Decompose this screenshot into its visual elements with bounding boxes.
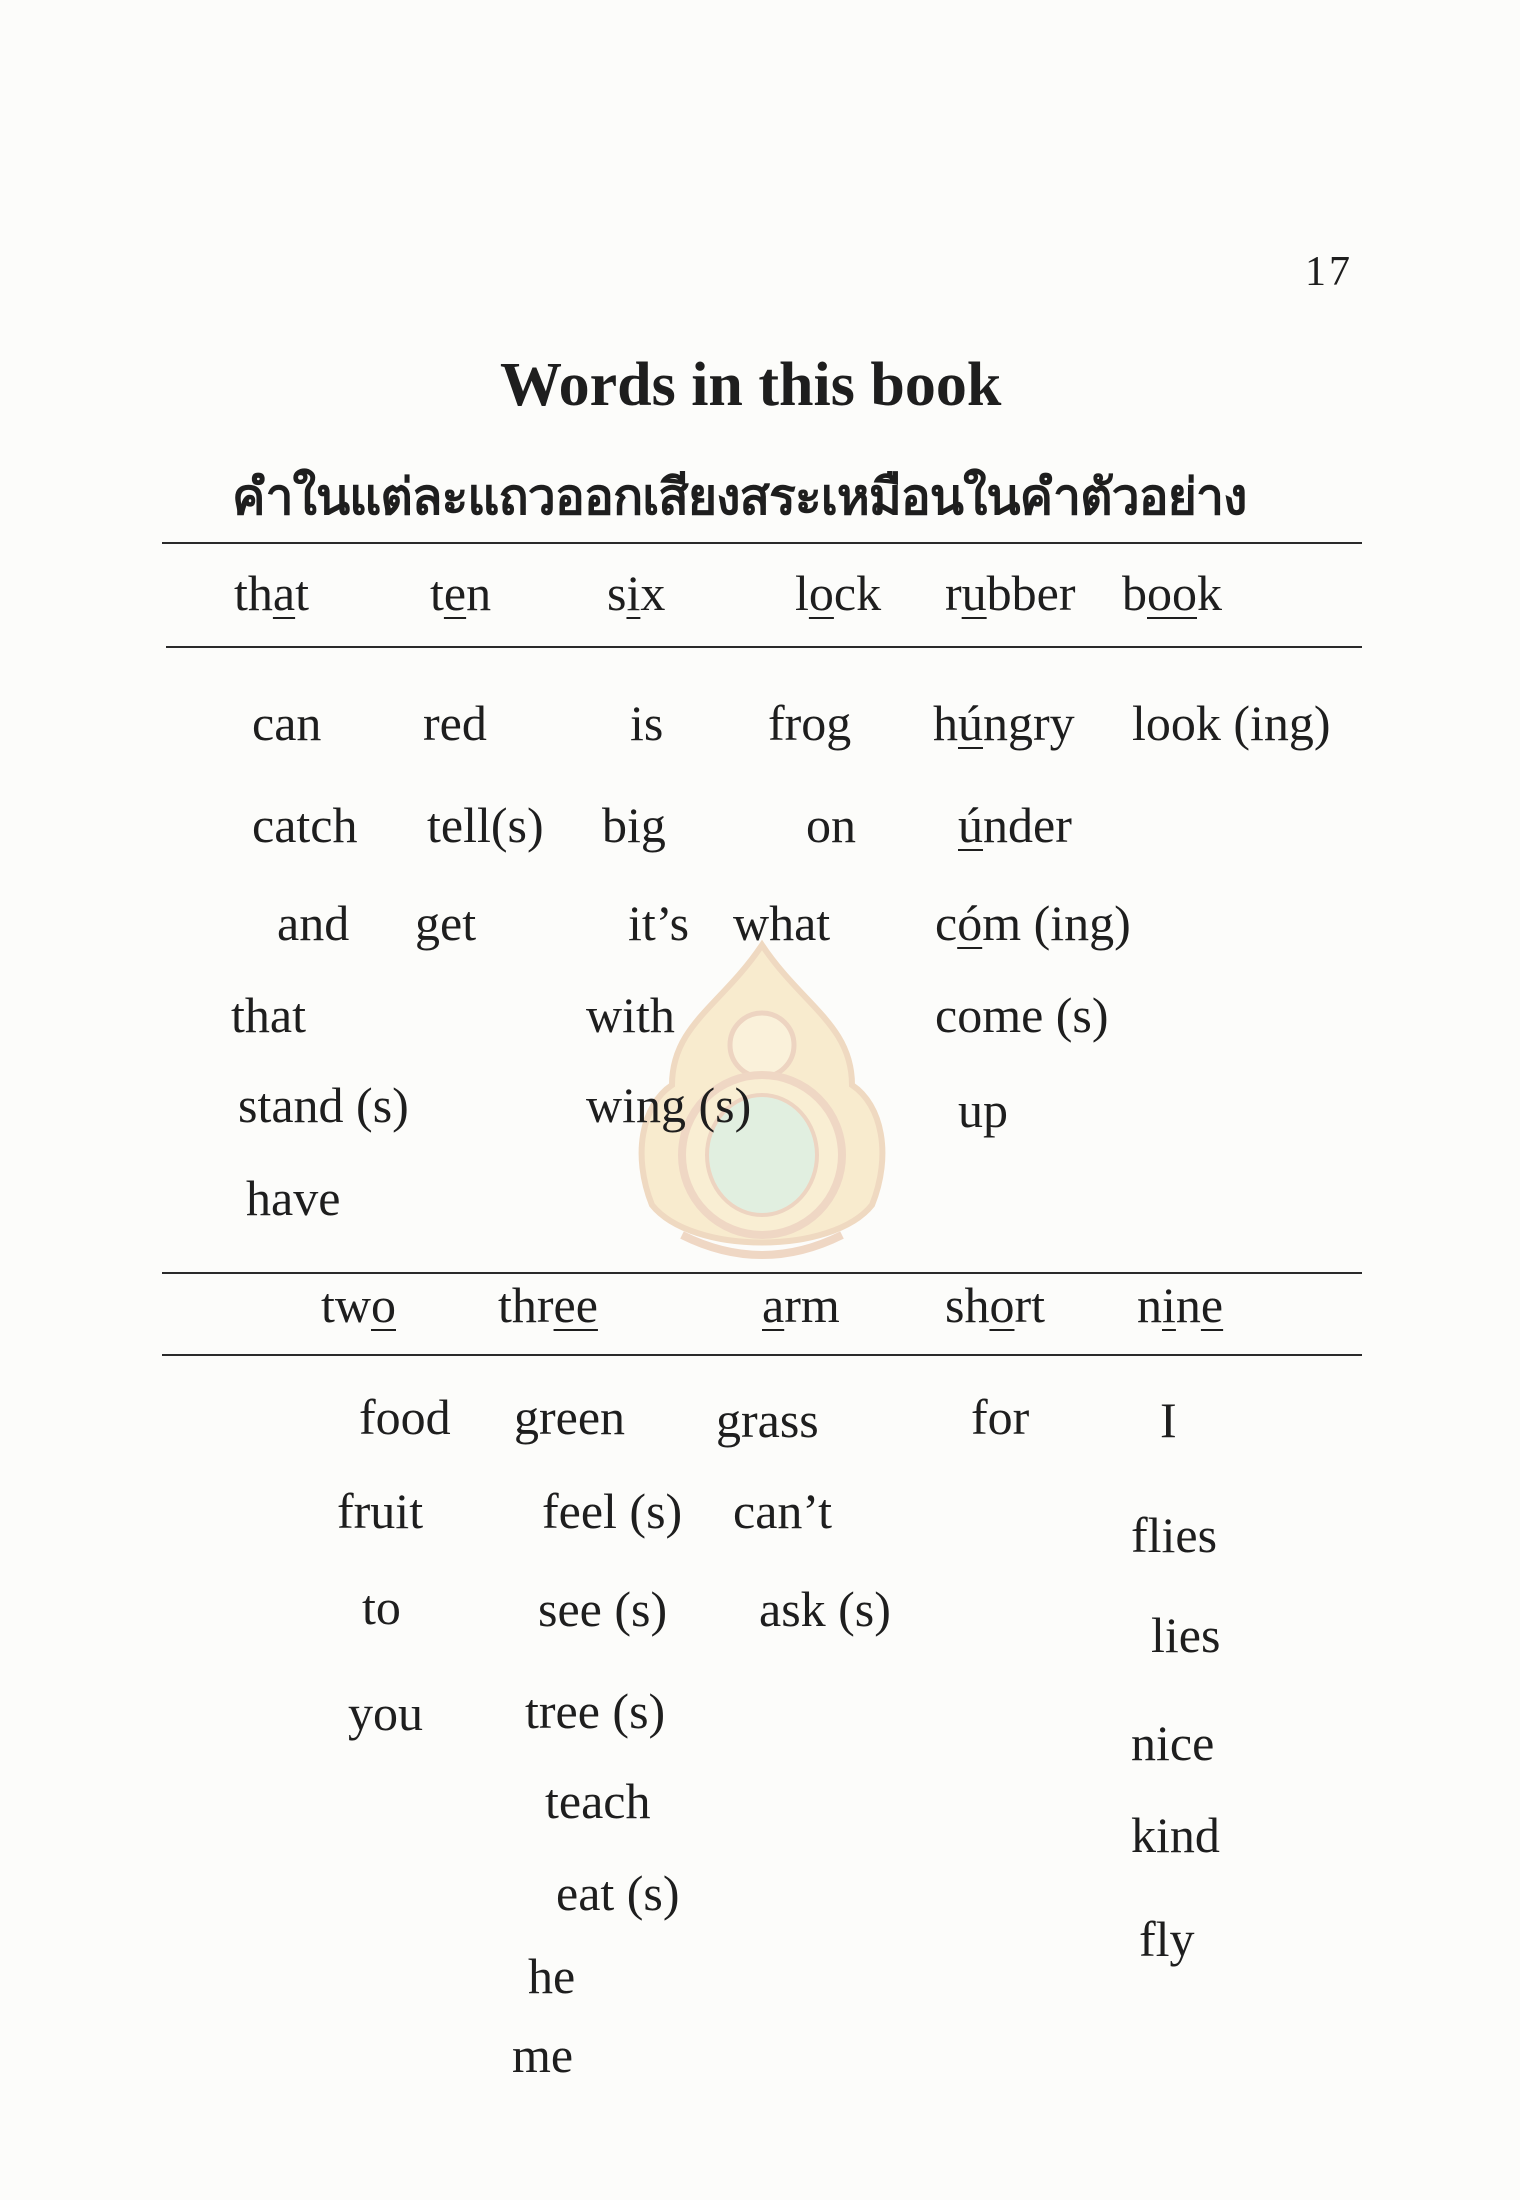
word-cell: me xyxy=(512,2027,574,2083)
table1-top-rule xyxy=(162,542,1362,544)
word-cell: have xyxy=(246,1170,341,1226)
word-cell: that xyxy=(231,987,306,1043)
word-cell: what xyxy=(733,895,831,951)
word-cell: cóm (ing) xyxy=(935,895,1131,951)
word-cell: you xyxy=(348,1685,423,1741)
table2-header-short: short xyxy=(945,1277,1046,1333)
table2-top-rule xyxy=(162,1272,1362,1274)
word-cell: únder xyxy=(958,797,1072,853)
word-cell: food xyxy=(359,1389,451,1445)
word-cell: feel (s) xyxy=(542,1483,683,1539)
word-cell: fly xyxy=(1139,1911,1195,1967)
word-cell: red xyxy=(423,695,487,751)
table1-header-book: book xyxy=(1122,565,1222,621)
table1-header-that: that xyxy=(234,565,310,621)
word-cell: kind xyxy=(1131,1807,1220,1863)
table2-header-rule xyxy=(162,1354,1362,1356)
word-cell: can’t xyxy=(733,1483,833,1539)
word-cell: lies xyxy=(1151,1607,1221,1663)
word-cell: with xyxy=(586,987,675,1043)
word-cell: see (s) xyxy=(538,1581,668,1637)
word-cell: nice xyxy=(1131,1715,1215,1771)
table1-header-ten: ten xyxy=(430,565,492,621)
word-cell: can xyxy=(252,695,322,751)
word-cell: and xyxy=(277,895,350,951)
word-cell: wing (s) xyxy=(586,1077,752,1133)
word-cell: stand (s) xyxy=(238,1077,409,1133)
table2-header-nine: nine xyxy=(1137,1277,1224,1333)
word-cell: I xyxy=(1160,1392,1177,1448)
word-cell: up xyxy=(958,1082,1008,1138)
table1-header-rule xyxy=(166,646,1362,648)
word-cell: green xyxy=(514,1389,626,1445)
word-cell: tell(s) xyxy=(427,797,544,853)
word-cell: tree (s) xyxy=(525,1683,666,1739)
word-cell: look (ing) xyxy=(1132,695,1331,751)
word-cell: teach xyxy=(545,1773,651,1829)
table1-header-lock: lock xyxy=(795,565,882,621)
table1-header-six: six xyxy=(607,565,666,621)
word-cell: fruit xyxy=(337,1483,424,1539)
table2-header-three: three xyxy=(498,1277,598,1333)
word-cell: get xyxy=(415,895,477,951)
word-cell: on xyxy=(806,797,856,853)
page-subtitle: คำในแต่ละแถวออกเสียงสระเหมือนในคำตัวอย่าง xyxy=(232,468,1247,526)
table1-header-rubber: rubber xyxy=(945,565,1076,621)
word-cell: ask (s) xyxy=(759,1581,891,1637)
word-cell: eat (s) xyxy=(556,1865,680,1921)
word-cell: flies xyxy=(1131,1507,1218,1563)
word-cell: is xyxy=(630,695,664,751)
word-cell: it’s xyxy=(628,895,690,951)
word-cell: to xyxy=(362,1579,401,1635)
word-cell: big xyxy=(602,797,666,853)
word-cell: he xyxy=(528,1948,576,2004)
word-cell: come (s) xyxy=(935,987,1109,1043)
word-cell: frog xyxy=(768,695,852,751)
word-cell: for xyxy=(971,1389,1030,1445)
table2-header-arm: arm xyxy=(762,1277,840,1333)
page-title: Words in this book xyxy=(500,351,1002,419)
word-cell: catch xyxy=(252,797,358,853)
word-cell: húngry xyxy=(933,695,1075,751)
page-number: 17 xyxy=(1305,249,1353,295)
table2-header-two: two xyxy=(321,1277,396,1333)
word-cell: grass xyxy=(716,1392,819,1448)
